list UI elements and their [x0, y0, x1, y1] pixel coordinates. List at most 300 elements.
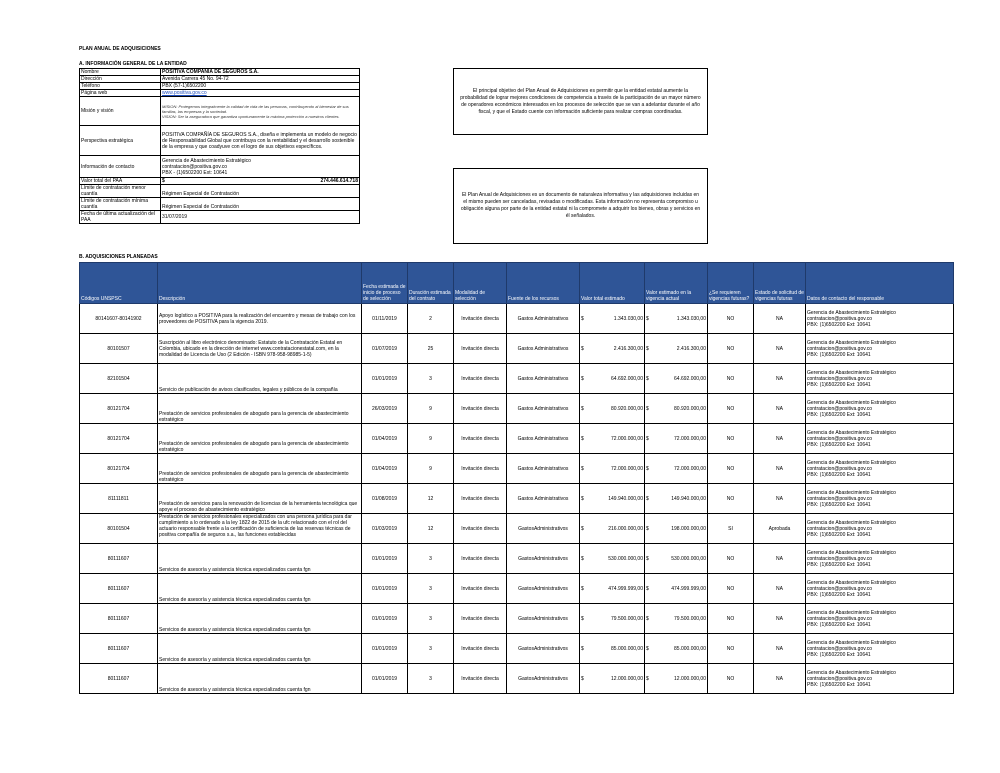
- currency-symbol: $: [646, 435, 649, 442]
- cell-date: 01/04/2019: [362, 454, 408, 484]
- cell-modality: Invitación directa: [454, 484, 507, 514]
- cell-contact: [806, 664, 954, 694]
- currency-symbol: $: [581, 315, 584, 322]
- cell-duration: 12: [408, 484, 454, 514]
- currency-symbol: $: [581, 375, 584, 382]
- contact-line: PBX: (1)6502200 Ext: 10641: [807, 531, 871, 538]
- cell-total-value: [580, 604, 645, 634]
- contact-line: contratacion@positiva.gov.co: [807, 675, 873, 682]
- total-amount: 2.416.300,00: [613, 345, 643, 352]
- cell-contact: [806, 544, 954, 574]
- cell-duration: 3: [408, 544, 454, 574]
- current-amount: 72.000.000,00: [674, 435, 706, 442]
- cell-current-value: [645, 514, 708, 544]
- currency-symbol: $: [646, 645, 649, 652]
- cell-source: Gastos Administrativos: [507, 334, 580, 364]
- cell-description: Servicios de asesoría y asistencia técnica especializados cuenta fgn: [158, 544, 362, 574]
- total-amount: 79.500.000,00: [611, 615, 643, 622]
- contact-line: PBX: (1)6502200 Ext: 10641: [807, 441, 871, 448]
- currency-symbol: $: [581, 645, 584, 652]
- total-amount: 216.000.000,00: [608, 525, 643, 532]
- current-amount: 474.999.999,00: [671, 585, 706, 592]
- cell-future-status: NA: [754, 664, 806, 694]
- current-amount: 64.692.000,00: [674, 375, 706, 382]
- cell-source: GastosAdministrativos: [507, 514, 580, 544]
- cell-date: 26/03/2019: [362, 394, 408, 424]
- contact-line: PBX: (1)6502200 Ext: 10641: [807, 501, 871, 508]
- info-label: Información de contacto: [80, 156, 161, 178]
- cell-code: 80101507: [80, 334, 158, 364]
- cell-source: Gastos Administrativos: [507, 484, 580, 514]
- cell-date: 01/01/2019: [362, 364, 408, 394]
- contact-line: contratacion@positiva.gov.co: [807, 495, 873, 502]
- cell-future-status: Aprobada: [754, 514, 806, 544]
- cell-source: Gastos Administrativos: [507, 424, 580, 454]
- contact-line: Gerencia de Abastecimiento Estratégico: [807, 519, 896, 526]
- cell-code: 80111607: [80, 574, 158, 604]
- mision-text: MISION: Protegemos integralmente la calidad de vida de las personas, contribuyendo al bienestar de sus familias, las empresas y la sociedad.: [162, 103, 349, 114]
- cell-code: 80111607: [80, 604, 158, 634]
- cell-future-required: NO: [708, 634, 754, 664]
- cell-code: 82101504: [80, 364, 158, 394]
- info-label: Misión y visión: [80, 97, 161, 126]
- cell-date: 01/07/2019: [362, 334, 408, 364]
- current-amount: 72.000.000,00: [674, 465, 706, 472]
- total-amount: 72.000.000,00: [611, 435, 643, 442]
- fecha-value: 31/07/2019: [161, 211, 360, 224]
- cell-contact: [806, 574, 954, 604]
- cell-source: Gastos Administrativos: [507, 394, 580, 424]
- contact-line: PBX: (1)6502200 Ext: 10641: [807, 681, 871, 688]
- table-header-row: [80, 263, 954, 304]
- cell-source: GastosAdministrativos: [507, 544, 580, 574]
- cell-future-required: NO: [708, 454, 754, 484]
- cell-duration: 9: [408, 454, 454, 484]
- cell-contact: [806, 454, 954, 484]
- cell-future-status: NA: [754, 394, 806, 424]
- contact-line: Gerencia de Abastecimiento Estratégico: [807, 369, 896, 376]
- cell-future-required: NO: [708, 574, 754, 604]
- currency-symbol: $: [646, 315, 649, 322]
- cell-date: 01/01/2019: [362, 604, 408, 634]
- info-value-direccion: Avenida Carrera 45 No. 94-72: [161, 76, 360, 83]
- cell-modality: Invitación directa: [454, 544, 507, 574]
- cell-future-status: NA: [754, 544, 806, 574]
- cell-modality: Invitación directa: [454, 394, 507, 424]
- cell-duration: 9: [408, 394, 454, 424]
- cell-contact: [806, 604, 954, 634]
- cell-current-value: [645, 544, 708, 574]
- currency-symbol: $: [581, 555, 584, 562]
- cell-code: 80121704: [80, 394, 158, 424]
- cell-future-required: SI: [708, 514, 754, 544]
- contact-line: contratacion@positiva.gov.co: [807, 585, 873, 592]
- entity-info-table: [79, 68, 360, 224]
- col-header-valor-total[interactable]: Valor total estimado: [580, 263, 645, 304]
- currency-symbol: $: [581, 405, 584, 412]
- currency-symbol: $: [646, 345, 649, 352]
- cell-duration: 9: [408, 424, 454, 454]
- cell-duration: 2: [408, 304, 454, 334]
- contact-line: contratacion@positiva.gov.co: [807, 375, 873, 382]
- cell-date: 01/11/2019: [362, 304, 408, 334]
- col-header-descripcion[interactable]: Descripción: [158, 263, 362, 304]
- info-row-nombre: [80, 69, 360, 76]
- col-header-fuente[interactable]: Fuente de los recursos: [507, 263, 580, 304]
- info-label: Página web: [80, 90, 161, 97]
- cell-future-required: NO: [708, 604, 754, 634]
- contact-line: Gerencia de Abastecimiento Estratégico: [807, 579, 896, 586]
- cell-source: GastosAdministrativos: [507, 664, 580, 694]
- contact-line: contratacion@positiva.gov.co: [807, 315, 873, 322]
- currency-symbol: $: [646, 405, 649, 412]
- currency-symbol: $: [646, 585, 649, 592]
- currency-symbol: $: [581, 585, 584, 592]
- contact-line: contratacion@positiva.gov.co: [807, 555, 873, 562]
- info-value-nombre: POSITIVA COMPAÑÍA DE SEGUROS S.A.: [161, 69, 360, 76]
- current-amount: 12.000.000,00: [674, 675, 706, 682]
- info-row-limite-menor: [80, 185, 360, 198]
- currency-symbol: $: [646, 495, 649, 502]
- planned-acquisitions-table: [79, 262, 954, 694]
- cell-code: 80111607: [80, 544, 158, 574]
- cell-source: Gastos Administrativos: [507, 364, 580, 394]
- total-amount: 12.000.000,00: [611, 675, 643, 682]
- contact-line: Gerencia de Abastecimiento Estratégico: [807, 459, 896, 466]
- cell-date: 01/04/2019: [362, 424, 408, 454]
- limite-minima-value: Régimen Especial de Contratación: [161, 198, 360, 211]
- cell-description: Prestación de servicios para la renovación de licencias de la herramienta tecnológica que apoye el proceso de abastecimiento estratégico: [158, 484, 362, 514]
- cell-contact: [806, 364, 954, 394]
- contact-line: Gerencia de Abastecimiento Estratégico: [162, 157, 251, 164]
- contact-line: PBX: (1)6502200 Ext: 10641: [807, 561, 871, 568]
- currency-symbol: $: [581, 525, 584, 532]
- cell-contact: [806, 304, 954, 334]
- table-row: [80, 334, 954, 364]
- cell-description: Servicios de asesoría y asistencia técnica especializados cuenta fgn: [158, 574, 362, 604]
- valor-total-amount: 274.446.614.718: [320, 178, 358, 184]
- info-row-contacto: [80, 156, 360, 178]
- cell-contact: [806, 394, 954, 424]
- cell-description: Servicios de asesoría y asistencia técnica especializados cuenta fgn: [158, 664, 362, 694]
- cell-future-status: NA: [754, 574, 806, 604]
- cell-total-value: [580, 424, 645, 454]
- cell-contact: [806, 484, 954, 514]
- current-amount: 149.940.000,00: [671, 495, 706, 502]
- contact-line: Gerencia de Abastecimiento Estratégico: [807, 309, 896, 316]
- contact-line: PBX: (1)6502200 Ext: 10641: [807, 321, 871, 328]
- cell-total-value: [580, 304, 645, 334]
- current-amount: 2.416.300,00: [676, 345, 706, 352]
- contact-line: Gerencia de Abastecimiento Estratégico: [807, 639, 896, 646]
- perspectiva-text: POSITIVA COMPAÑÍA DE SEGUROS S.A., diseña e implementa un modelo de negocio de Responsabilidad Global que contribuya con la rentabilidad y el desarrollo sostenible de la empresa y que coadyuve con el logro de sus objetivos específicos.: [161, 126, 360, 156]
- cell-future-status: NA: [754, 424, 806, 454]
- col-header-fecha[interactable]: Fecha estimada de inicio de proceso de selección: [362, 263, 408, 304]
- cell-modality: Invitación directa: [454, 454, 507, 484]
- cell-source: GastosAdministrativos: [507, 574, 580, 604]
- cell-contact: [806, 514, 954, 544]
- cell-code: 80111607: [80, 634, 158, 664]
- contact-line: contratacion@positiva.gov.co: [807, 465, 873, 472]
- col-header-unspsc[interactable]: Códigos UNSPSC: [80, 263, 158, 304]
- cell-date: 01/01/2019: [362, 634, 408, 664]
- section-b-heading: B. ADQUISICIONES PLANEADAS: [79, 254, 158, 260]
- info-label: Límite de contratación mínima cuantía: [80, 198, 161, 211]
- cell-future-required: NO: [708, 304, 754, 334]
- cell-current-value: [645, 304, 708, 334]
- table-row: [80, 544, 954, 574]
- col-header-vigencias-futuras[interactable]: ¿Se requieren vigencias futuras?: [708, 263, 754, 304]
- cell-duration: 3: [408, 604, 454, 634]
- cell-current-value: [645, 634, 708, 664]
- total-amount: 149.940.000,00: [608, 495, 643, 502]
- cell-description: Servicio de publicación de avisos clasificados, legales y públicos de la compañía: [158, 364, 362, 394]
- current-amount: 80.920.000,00: [674, 405, 706, 412]
- currency-symbol: $: [581, 435, 584, 442]
- cell-source: GastosAdministrativos: [507, 604, 580, 634]
- contact-line: Gerencia de Abastecimiento Estratégico: [807, 549, 896, 556]
- total-amount: 85.000.000,00: [611, 645, 643, 652]
- cell-future-required: NO: [708, 484, 754, 514]
- cell-future-required: NO: [708, 394, 754, 424]
- currency-symbol: $: [646, 525, 649, 532]
- info-label: Nombre: [80, 69, 161, 76]
- cell-duration: 3: [408, 364, 454, 394]
- cell-code: 80121704: [80, 454, 158, 484]
- cell-current-value: [645, 394, 708, 424]
- cell-description: Servicios de asesoría y asistencia técnica especializados cuenta fgn: [158, 604, 362, 634]
- cell-date: 01/03/2019: [362, 514, 408, 544]
- col-header-modalidad[interactable]: Modalidad de selección: [454, 263, 507, 304]
- table-row: [80, 424, 954, 454]
- total-amount: 474.999.999,00: [608, 585, 643, 592]
- page-title: PLAN ANUAL DE ADQUISICIONES: [79, 46, 161, 52]
- cell-total-value: [580, 574, 645, 604]
- cell-contact: [806, 334, 954, 364]
- currency-symbol: $: [581, 465, 584, 472]
- contact-line: Gerencia de Abastecimiento Estratégico: [807, 339, 896, 346]
- table-row: [80, 454, 954, 484]
- table-row: [80, 604, 954, 634]
- disclaimer-note-box: El Plan Anual de Adquisiciones es un documento de naturaleza informativa y las adquisiciones incluidas en el mismo pueden ser canceladas, revisadas o modificadas. Esta información no representa compromiso u obligación alguna por parte de la entidad estatal ni la compromete a adquirir los bienes, obras y servicios en él señalados.: [453, 168, 708, 244]
- cell-total-value: [580, 664, 645, 694]
- col-header-valor-vigencia[interactable]: Valor estimado en la vigencia actual: [645, 263, 708, 304]
- info-label: Dirección: [80, 76, 161, 83]
- col-header-contacto[interactable]: Datos de contacto del responsable: [806, 263, 954, 304]
- contact-line: PBX: (1)6502200 Ext: 10641: [807, 411, 871, 418]
- info-value-telefono: PBX (57-1)6502200: [161, 83, 360, 90]
- cell-future-status: NA: [754, 454, 806, 484]
- info-row-telefono: [80, 83, 360, 90]
- cell-modality: Invitación directa: [454, 364, 507, 394]
- total-amount: 80.920.000,00: [611, 405, 643, 412]
- current-amount: 198.000.000,00: [671, 525, 706, 532]
- cell-future-status: NA: [754, 304, 806, 334]
- cell-current-value: [645, 424, 708, 454]
- contact-line: PBX: (1)6502200 Ext: 10641: [807, 471, 871, 478]
- info-row-perspectiva: [80, 126, 360, 156]
- table-row: [80, 634, 954, 664]
- current-amount: 530.000.000,00: [671, 555, 706, 562]
- cell-current-value: [645, 454, 708, 484]
- cell-total-value: [580, 484, 645, 514]
- cell-future-required: NO: [708, 334, 754, 364]
- contact-line: PBX: (1)6502200 Ext: 10641: [807, 381, 871, 388]
- current-amount: 79.500.000,00: [674, 615, 706, 622]
- total-amount: 530.000.000,00: [608, 555, 643, 562]
- cell-duration: 25: [408, 334, 454, 364]
- cell-duration: 3: [408, 664, 454, 694]
- info-row-valor: [80, 178, 360, 185]
- objective-note-box: El principal objetivo del Plan Anual de Adquisiciones es permitir que la entidad estatal aumente la probabilidad de lograr mejores condiciones de competencia a través de la participación de un mayor número de operadores económicos interesados en los procesos de selección que se van a adelantar durante el año fiscal, y que el Estado cuente con información suficiente para realizar compras coordinadas.: [453, 68, 708, 135]
- info-row-mision: [80, 97, 360, 126]
- cell-modality: Invitación directa: [454, 574, 507, 604]
- total-amount: 64.692.000,00: [611, 375, 643, 382]
- cell-total-value: [580, 364, 645, 394]
- contact-line: PBX: (1)6502200 Ext: 10641: [807, 351, 871, 358]
- cell-total-value: [580, 634, 645, 664]
- contact-line: PBX: (1)6502200 Ext: 10641: [807, 621, 871, 628]
- cell-future-required: NO: [708, 364, 754, 394]
- contact-line: Gerencia de Abastecimiento Estratégico: [807, 429, 896, 436]
- info-label: Fecha de última actualización del PAA: [80, 211, 161, 224]
- contact-line: contratacion@positiva.gov.co: [807, 525, 873, 532]
- cell-date: 01/01/2019: [362, 664, 408, 694]
- cell-duration: 3: [408, 574, 454, 604]
- cell-current-value: [645, 574, 708, 604]
- currency-symbol: $: [581, 495, 584, 502]
- cell-duration: 12: [408, 514, 454, 544]
- info-row-limite-minima: [80, 198, 360, 211]
- cell-current-value: [645, 604, 708, 634]
- contact-line: Gerencia de Abastecimiento Estratégico: [807, 399, 896, 406]
- cell-total-value: [580, 514, 645, 544]
- info-row-direccion: [80, 76, 360, 83]
- contact-line: PBX: (1)6502200 Ext: 10641: [807, 651, 871, 658]
- cell-modality: Invitación directa: [454, 304, 507, 334]
- table-row: [80, 484, 954, 514]
- cell-modality: Invitación directa: [454, 634, 507, 664]
- cell-total-value: [580, 334, 645, 364]
- cell-description: Prestación de servicios profesionales especializados con una persona jurídica para dar cumplimiento a lo ordenado a la ley 1822 de 2015 de la ufc relacionado con el rol del actuario responsable frente a la certificación de suficiencia de las reservas técnicas de positiva compañía de seguros s.a., las funciones establecidas: [158, 514, 362, 544]
- cell-description: Suscripción al libro electrónico denominado: Estatuto de la Contratación Estatal en Colombia, ubicado en la dirección de internet www.contratacionestatal.com, en la modalidad de Licencia de Uso (2 Edición - ISBN 978-958-98985-1-5): [158, 334, 362, 364]
- cell-future-required: NO: [708, 424, 754, 454]
- contact-line: PBX - (1)6502200 Ext: 10641: [162, 169, 228, 176]
- currency-symbol: $: [646, 465, 649, 472]
- cell-future-status: NA: [754, 604, 806, 634]
- table-row: [80, 304, 954, 334]
- contact-line: contratacion@positiva.gov.co: [807, 345, 873, 352]
- table-row: [80, 394, 954, 424]
- current-amount: 1.343.030,00: [676, 315, 706, 322]
- currency-symbol: $: [162, 178, 165, 184]
- cell-future-status: NA: [754, 334, 806, 364]
- cell-total-value: [580, 544, 645, 574]
- limite-menor-value: Régimen Especial de Contratación: [161, 185, 360, 198]
- cell-description: Servicios de asesoría y asistencia técnica especializados cuenta fgn: [158, 634, 362, 664]
- cell-total-value: [580, 454, 645, 484]
- info-label: Perspectiva estratégica: [80, 126, 161, 156]
- contact-line: Gerencia de Abastecimiento Estratégico: [807, 609, 896, 616]
- currency-symbol: $: [646, 615, 649, 622]
- info-row-web: [80, 90, 360, 97]
- current-amount: 85.000.000,00: [674, 645, 706, 652]
- cell-total-value: [580, 394, 645, 424]
- contact-line: contratacion@positiva.gov.co: [807, 405, 873, 412]
- contact-line: Gerencia de Abastecimiento Estratégico: [807, 669, 896, 676]
- contact-line: contratacion@positiva.gov.co: [807, 645, 873, 652]
- currency-symbol: $: [646, 675, 649, 682]
- contact-line: contratacion@positiva.gov.co: [162, 163, 228, 170]
- currency-symbol: $: [646, 555, 649, 562]
- cell-future-required: NO: [708, 664, 754, 694]
- currency-symbol: $: [581, 675, 584, 682]
- cell-future-required: NO: [708, 544, 754, 574]
- currency-symbol: $: [581, 345, 584, 352]
- cell-modality: Invitación directa: [454, 664, 507, 694]
- cell-source: Gastos Administrativos: [507, 304, 580, 334]
- website-link[interactable]: www.positiva.gov.co: [162, 90, 207, 96]
- table-row: [80, 664, 954, 694]
- cell-current-value: [645, 484, 708, 514]
- cell-date: 01/01/2019: [362, 574, 408, 604]
- cell-date: 01/08/2019: [362, 484, 408, 514]
- contact-line: PBX: (1)6502200 Ext: 10641: [807, 591, 871, 598]
- cell-description: Prestación de servicios profesionales de abogado para la gerencia de abastecimiento estratégico: [158, 424, 362, 454]
- cell-modality: Invitación directa: [454, 514, 507, 544]
- cell-date: 01/01/2019: [362, 544, 408, 574]
- cell-code: 80121704: [80, 424, 158, 454]
- table-row: [80, 364, 954, 394]
- cell-code: 80101504: [80, 514, 158, 544]
- cell-future-status: NA: [754, 364, 806, 394]
- cell-code: 80141607-80141902: [80, 304, 158, 334]
- cell-description: Prestación de servicios profesionales de abogado para la gerencia de abastecimiento estratégico: [158, 454, 362, 484]
- currency-symbol: $: [646, 375, 649, 382]
- cell-current-value: [645, 664, 708, 694]
- contact-line: contratacion@positiva.gov.co: [807, 615, 873, 622]
- cell-source: GastosAdministrativos: [507, 634, 580, 664]
- info-label: Límite de contratación menor cuantía: [80, 185, 161, 198]
- cell-modality: Invitación directa: [454, 424, 507, 454]
- currency-symbol: $: [581, 615, 584, 622]
- table-row: [80, 514, 954, 544]
- cell-code: 80111607: [80, 664, 158, 694]
- cell-code: 81111811: [80, 484, 158, 514]
- cell-current-value: [645, 364, 708, 394]
- cell-contact: [806, 634, 954, 664]
- info-label: Valor total del PAA: [80, 178, 161, 185]
- vision-text: VISION: Ser la aseguradora que garantiza oportunamente la máxima protección a nuestros clientes.: [162, 113, 340, 119]
- cell-description: Apoyo logístico a POSITIVA para la realización del encuentro y mesas de trabajo con los proveedores de POSITIVA para la vigencia 2019.: [158, 304, 362, 334]
- contact-line: Gerencia de Abastecimiento Estratégico: [807, 489, 896, 496]
- info-row-fecha: [80, 211, 360, 224]
- info-label: Teléfono: [80, 83, 161, 90]
- cell-future-status: NA: [754, 484, 806, 514]
- col-header-estado[interactable]: Estado de solicitud de vigencias futuras: [754, 263, 806, 304]
- table-row: [80, 574, 954, 604]
- cell-current-value: [645, 334, 708, 364]
- contact-line: contratacion@positiva.gov.co: [807, 435, 873, 442]
- cell-modality: Invitación directa: [454, 604, 507, 634]
- cell-description: Prestación de servicios profesionales de abogado para la gerencia de abastecimiento estratégico: [158, 394, 362, 424]
- cell-contact: [806, 424, 954, 454]
- cell-modality: Invitación directa: [454, 334, 507, 364]
- cell-source: Gastos Administrativos: [507, 454, 580, 484]
- section-a-heading: A. INFORMACIÓN GENERAL DE LA ENTIDAD: [79, 61, 187, 67]
- col-header-duracion[interactable]: Duración estimada del contrato: [408, 263, 454, 304]
- cell-future-status: NA: [754, 634, 806, 664]
